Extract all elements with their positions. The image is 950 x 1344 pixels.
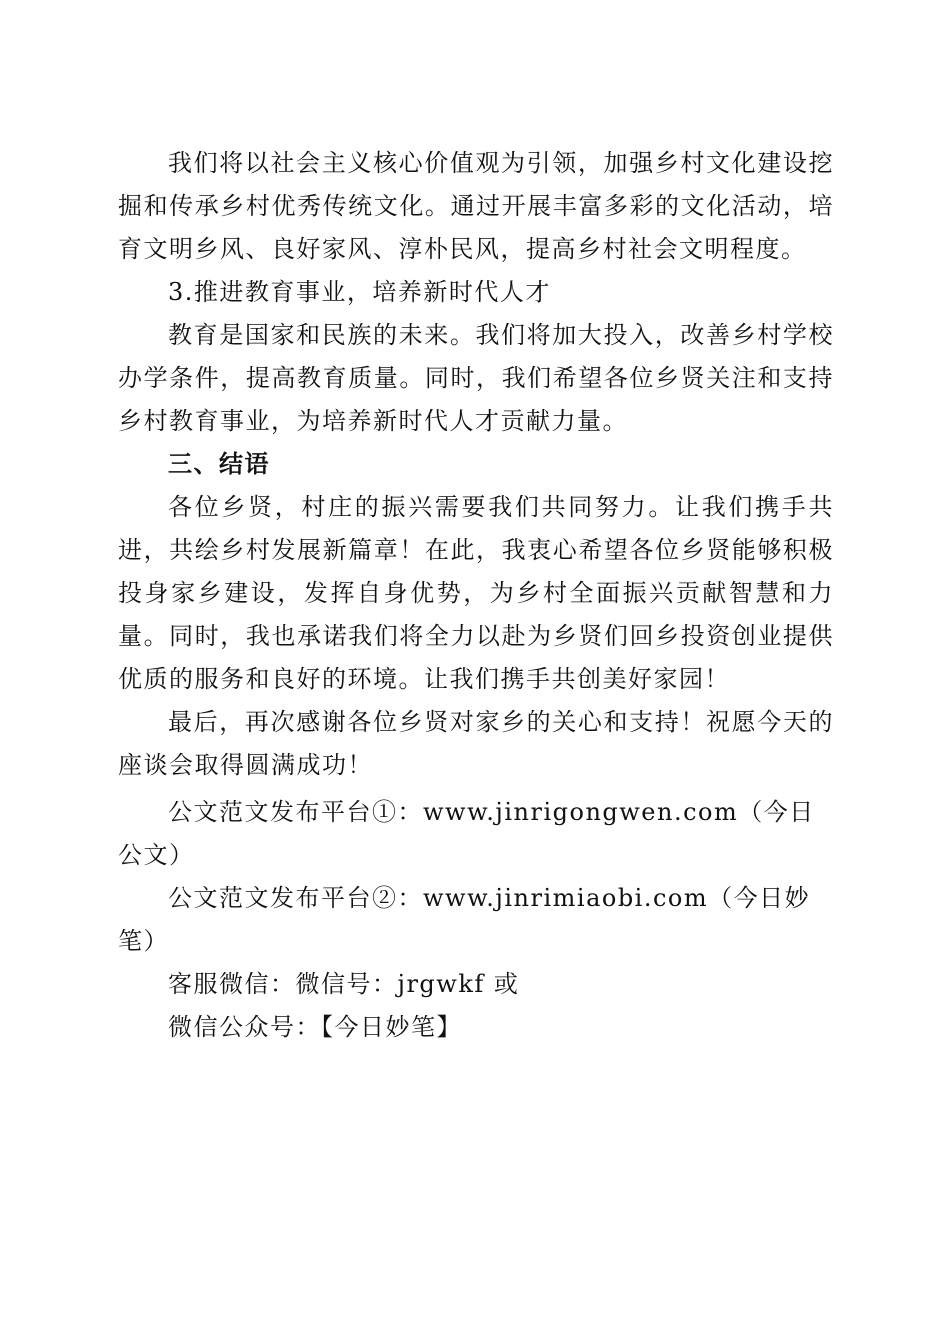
paragraph-education: 教育是国家和民族的未来。我们将加大投入，改善乡村学校办学条件，提高教育质量。同时，我们希望各位乡贤关注和支持乡村教育事业，为培养新时代人才贡献力量。 [118, 321, 834, 435]
subheading-education: 3.推进教育事业，培养新时代人才 [168, 278, 551, 306]
paragraph-conclusion: 各位乡贤，村庄的振兴需要我们共同努力。让我们携手共进，共绘乡村发展新篇章！在此，我衷心希望各位乡贤能够积极投身家乡建设，发挥自身优势，为乡村全面振兴贡献智慧和力量。同时，我也承诺我们将全力以赴为乡贤们回乡投资创业提供优质的服务和良好的环境。让我们携手共创美好家园！ [118, 493, 834, 693]
footer-official-account: 微信公众号：【今日妙笔】 [168, 1013, 462, 1041]
paragraph-thanks: 最后，再次感谢各位乡贤对家乡的关心和支持！祝愿今天的座谈会取得圆满成功！ [118, 708, 834, 779]
footer-platform-2: 公文范文发布平台②：www.jinrimiaobi.com（今日妙笔） [118, 884, 811, 955]
section-heading-conclusion: 三、结语 [168, 450, 270, 478]
footer-service-wechat: 客服微信：微信号：jrgwkf 或 [168, 970, 520, 998]
paragraph-culture: 我们将以社会主义核心价值观为引领，加强乡村文化建设挖掘和传承乡村优秀传统文化。通过开展丰富多彩的文化活动，培育文明乡风、良好家风、淳朴民风，提高乡村社会文明程度。 [118, 149, 834, 263]
document-body [118, 142, 834, 1049]
footer-platform-1: 公文范文发布平台①：www.jinrigongwen.com（今日公文） [118, 798, 815, 869]
